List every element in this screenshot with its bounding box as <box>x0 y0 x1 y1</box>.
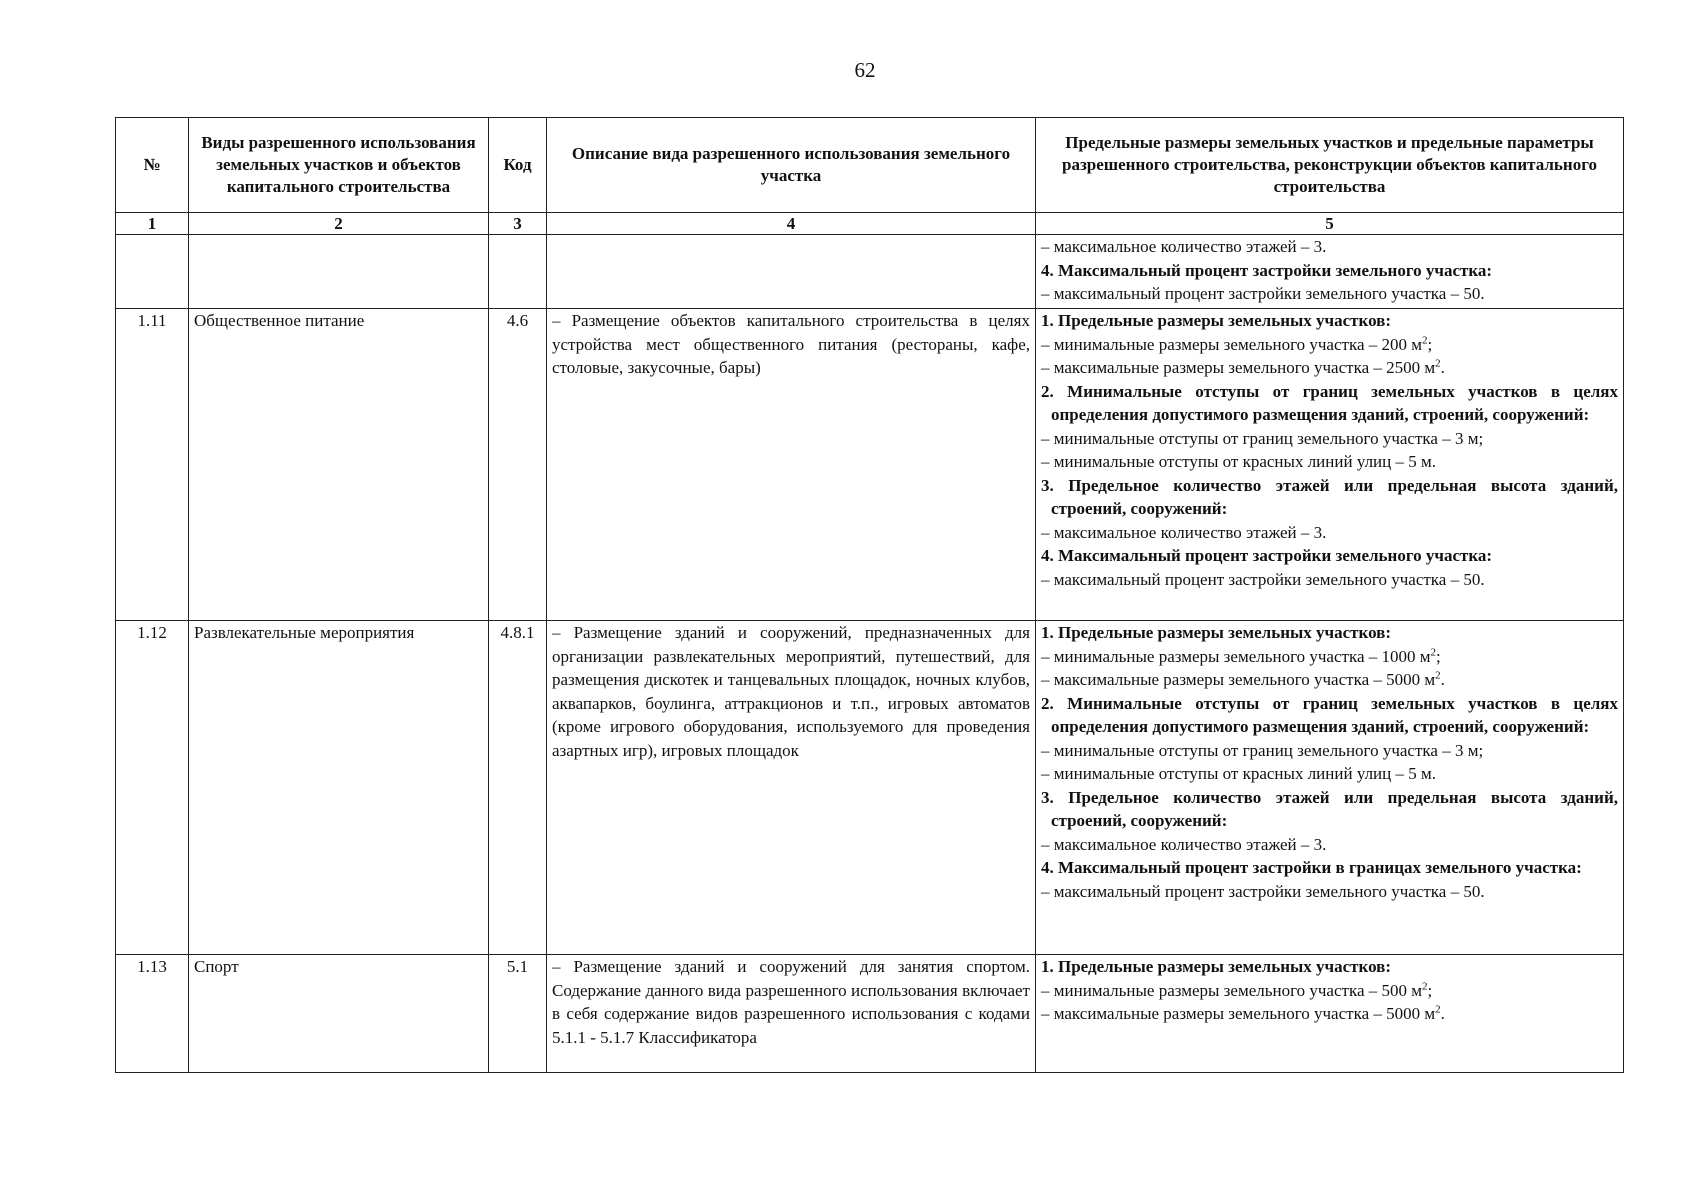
parameter-value <box>1041 521 1618 545</box>
use-code: 5.1 <box>489 955 547 1073</box>
header-description: Описание вида разрешенного использования земельного участка <box>547 118 1036 213</box>
parameter-text: – минимальные отступы от красных линий улиц – 5 м. <box>1041 764 1437 783</box>
parameter-value <box>1041 568 1618 592</box>
parameter-text: 1. Предельные размеры земельных участков: <box>1041 623 1392 642</box>
parameter-text: – минимальные размеры земельного участка – 1000 м <box>1041 646 1431 666</box>
table-header-row <box>116 118 1624 213</box>
parameter-text: 1. Предельные размеры земельных участков: <box>1041 957 1392 976</box>
column-number: 5 <box>1036 213 1624 235</box>
parameter-heading <box>1041 309 1618 333</box>
parameter-value <box>1041 668 1618 692</box>
parameter-text: – минимальные размеры земельного участка – 200 м <box>1041 334 1423 354</box>
parameter-text: – максимальные размеры земельного участка – 5000 м <box>1041 1004 1436 1023</box>
parameter-heading <box>1041 380 1618 427</box>
use-parameters <box>1036 309 1624 621</box>
table-row <box>116 621 1624 955</box>
use-description <box>547 621 1036 955</box>
superscript: 2 <box>1435 357 1441 370</box>
description-text: – Размещение зданий и сооружений для занятия спортом. Содержание данного вида разрешенного использования включает в себя содержание видов разрешенного использования с кодами 5.1.1 - 5.1.7 Классификатора <box>552 957 1030 1047</box>
superscript: 2 <box>1435 1003 1441 1016</box>
table-row <box>116 235 1624 309</box>
parameter-text: 4. Максимальный процент застройки земельного участка: <box>1041 546 1493 565</box>
superscript: 2 <box>1430 645 1437 658</box>
punctuation: ; <box>1436 646 1441 666</box>
row-number: 1.11 <box>116 309 189 621</box>
use-code <box>489 235 547 309</box>
parameter-value <box>1041 833 1618 857</box>
parameter-heading <box>1041 474 1618 521</box>
parameter-value <box>1041 235 1618 259</box>
parameter-text: – максимальный процент застройки земельного участка – 50. <box>1041 284 1485 303</box>
header-num: № <box>116 118 189 213</box>
superscript: 2 <box>1435 669 1441 682</box>
use-code: 4.6 <box>489 309 547 621</box>
parameter-text: 3. Предельное количество этажей или предельная высота зданий, строений, сооружений: <box>1041 475 1618 518</box>
land-use-table <box>115 117 1624 1073</box>
parameter-text: 2. Минимальные отступы от границ земельных участков в целях определения допустимого размещения зданий, строений, сооружений: <box>1041 381 1618 424</box>
parameter-text: – минимальные размеры земельного участка – 500 м <box>1041 980 1423 1000</box>
use-description <box>547 309 1036 621</box>
table-row <box>116 309 1624 621</box>
superscript: 2 <box>1422 979 1428 992</box>
parameter-text: 2. Минимальные отступы от границ земельных участков в целях определения допустимого размещения зданий, строений, сооружений: <box>1041 693 1618 736</box>
use-kind <box>189 235 489 309</box>
header-code: Код <box>489 118 547 213</box>
parameter-value <box>1041 450 1618 474</box>
header-params: Предельные размеры земельных участков и предельные параметры разрешенного строительства, реконструкции объектов капитального строительства <box>1036 118 1624 213</box>
parameter-text: – минимальные отступы от красных линий улиц – 5 м. <box>1041 452 1437 471</box>
row-number <box>116 235 189 309</box>
punctuation: . <box>1440 1004 1445 1023</box>
parameter-value <box>1041 645 1618 669</box>
parameter-text: – максимальные размеры земельного участка – 2500 м <box>1041 358 1436 377</box>
parameter-value <box>1041 762 1618 786</box>
table-row <box>116 955 1624 1073</box>
parameter-value <box>1041 333 1618 357</box>
column-number: 1 <box>116 213 189 235</box>
parameter-heading <box>1041 259 1618 283</box>
column-number: 4 <box>547 213 1036 235</box>
use-parameters <box>1036 621 1624 955</box>
parameter-text: 4. Максимальный процент застройки земельного участка: <box>1041 260 1493 280</box>
parameter-value <box>1041 356 1618 380</box>
parameter-text: – максимальный процент застройки земельного участка – 50. <box>1041 569 1485 589</box>
parameter-text: – максимальное количество этажей – 3. <box>1041 522 1327 542</box>
page-number: 62 <box>854 58 876 82</box>
parameter-text: – минимальные отступы от границ земельного участка – 3 м; <box>1041 428 1484 448</box>
punctuation: . <box>1440 670 1445 689</box>
parameter-text: – минимальные отступы от границ земельного участка – 3 м; <box>1041 740 1484 760</box>
parameter-heading <box>1041 856 1618 880</box>
parameter-value <box>1041 427 1618 451</box>
punctuation: ; <box>1427 980 1433 1000</box>
description-text: – Размещение объектов капитального строительства в целях устройства мест общественного питания (рестораны, кафе, столовые, закусочные, бары) <box>552 311 1030 377</box>
use-code: 4.8.1 <box>489 621 547 955</box>
description-text: – Размещение зданий и сооружений, предназначенных для организации развлекательных мероприятий, путешествий, для размещения дискотек и танцевальных площадок, ночных клубов, аквапарков, боулинга, аттракционов и т.п., игровых автоматов (кроме игрового оборудования, используемого для проведения азартных игр), игровых площадок <box>552 623 1030 760</box>
superscript: 2 <box>1422 333 1428 346</box>
parameter-value <box>1041 282 1618 306</box>
parameter-text: – максимальный процент застройки земельного участка – 50. <box>1041 881 1485 901</box>
row-number: 1.12 <box>116 621 189 955</box>
column-number-row <box>116 213 1624 235</box>
punctuation: . <box>1440 358 1445 377</box>
column-number: 3 <box>489 213 547 235</box>
parameter-heading <box>1041 786 1618 833</box>
use-description <box>547 955 1036 1073</box>
parameter-value <box>1041 739 1618 763</box>
use-kind: Развлекательные мероприятия <box>189 621 489 955</box>
parameter-heading <box>1041 621 1618 645</box>
use-parameters <box>1036 955 1624 1073</box>
use-parameters <box>1036 235 1624 309</box>
use-description <box>547 235 1036 309</box>
parameter-heading <box>1041 692 1618 739</box>
parameter-text: – максимальное количество этажей – 3. <box>1041 834 1327 854</box>
punctuation: ; <box>1427 334 1433 354</box>
parameter-text: – максимальное количество этажей – 3. <box>1041 237 1327 256</box>
use-kind: Спорт <box>189 955 489 1073</box>
parameter-value <box>1041 1002 1618 1026</box>
parameter-text: 1. Предельные размеры земельных участков: <box>1041 311 1392 330</box>
parameter-text: – максимальные размеры земельного участка – 5000 м <box>1041 670 1436 689</box>
parameter-value <box>1041 979 1618 1003</box>
header-kind: Виды разрешенного использования земельных участков и объектов капитального строительства <box>189 118 489 213</box>
parameter-heading <box>1041 544 1618 568</box>
column-number: 2 <box>189 213 489 235</box>
row-number: 1.13 <box>116 955 189 1073</box>
parameter-text: 4. Максимальный процент застройки в границах земельного участка: <box>1041 858 1582 877</box>
parameter-value <box>1041 880 1618 904</box>
parameter-text: 3. Предельное количество этажей или предельная высота зданий, строений, сооружений: <box>1041 787 1618 830</box>
use-kind: Общественное питание <box>189 309 489 621</box>
parameter-heading <box>1041 955 1618 979</box>
